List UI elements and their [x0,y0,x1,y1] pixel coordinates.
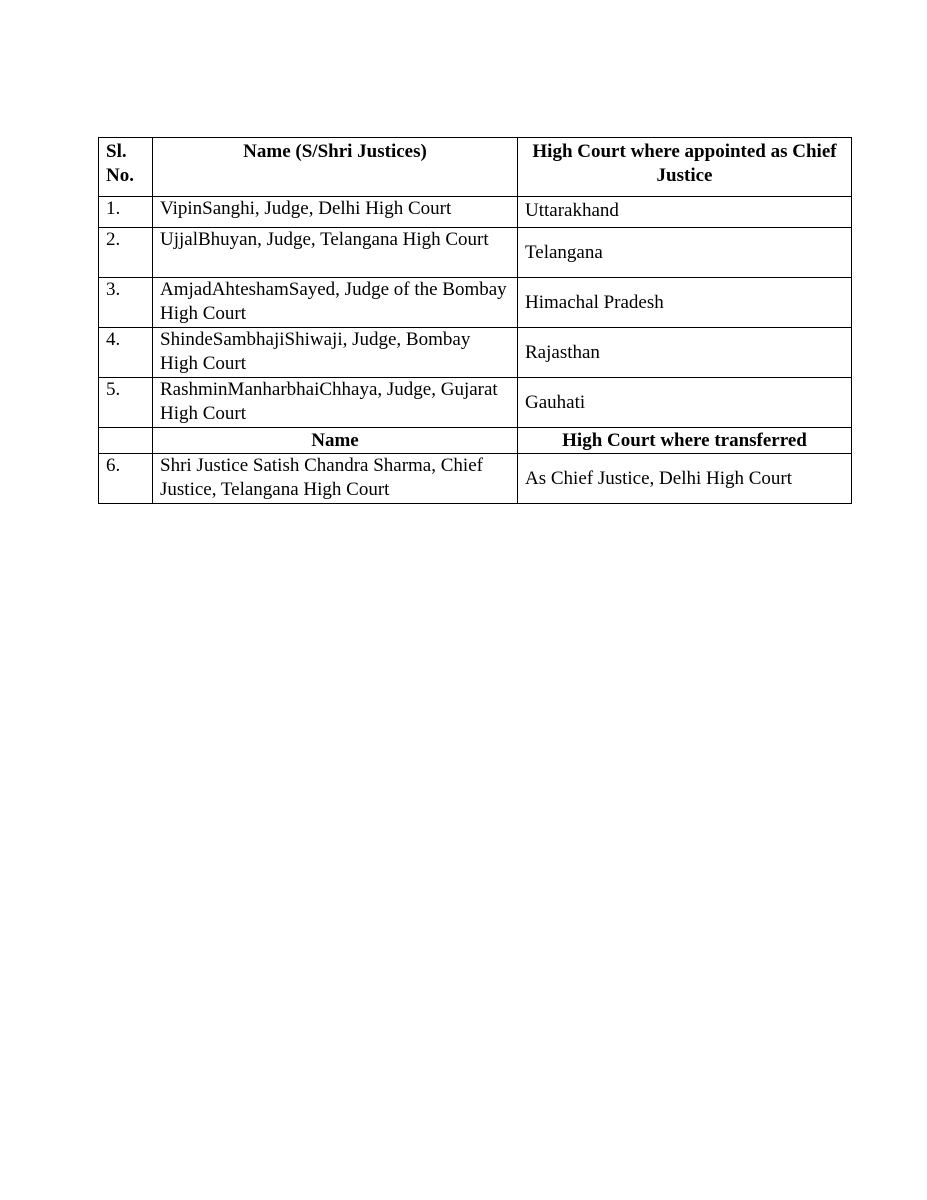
court-cell: Gauhati [518,378,852,428]
sl-cell: 1. [99,197,153,228]
sl-cell: 5. [99,378,153,428]
name-cell: VipinSanghi, Judge, Delhi High Court [153,197,518,228]
table-row [99,328,852,378]
subheader-sl-no [99,428,153,454]
court-cell: Himachal Pradesh [518,278,852,328]
sl-cell: 2. [99,228,153,278]
court-cell: Uttarakhand [518,197,852,228]
sl-cell: 4. [99,328,153,378]
court-cell: As Chief Justice, Delhi High Court [518,454,852,504]
court-cell: Rajasthan [518,328,852,378]
name-cell: AmjadAhteshamSayed, Judge of the Bombay High Court [153,278,518,328]
chief-justice-appointments-table [98,137,852,504]
header-name: Name (S/Shri Justices) [153,138,518,197]
header-high-court-appointed: High Court where appointed as Chief Justice [518,138,852,197]
transfer-header-row [99,428,852,454]
subheader-name: Name [153,428,518,454]
subheader-high-court-transferred: High Court where transferred [518,428,852,454]
header-sl-no: Sl. No. [99,138,153,197]
name-cell: UjjalBhuyan, Judge, Telangana High Court [153,228,518,278]
name-cell: Shri Justice Satish Chandra Sharma, Chief Justice, Telangana High Court [153,454,518,504]
table-row [99,228,852,278]
table-row [99,454,852,504]
court-cell: Telangana [518,228,852,278]
sl-cell: 6. [99,454,153,504]
table-row [99,378,852,428]
name-cell: RashminManharbhaiChhaya, Judge, Gujarat High Court [153,378,518,428]
table-row [99,278,852,328]
name-cell: ShindeSambhajiShiwaji, Judge, Bombay High Court [153,328,518,378]
sl-cell: 3. [99,278,153,328]
table-row [99,197,852,228]
table-header-row [99,138,852,197]
